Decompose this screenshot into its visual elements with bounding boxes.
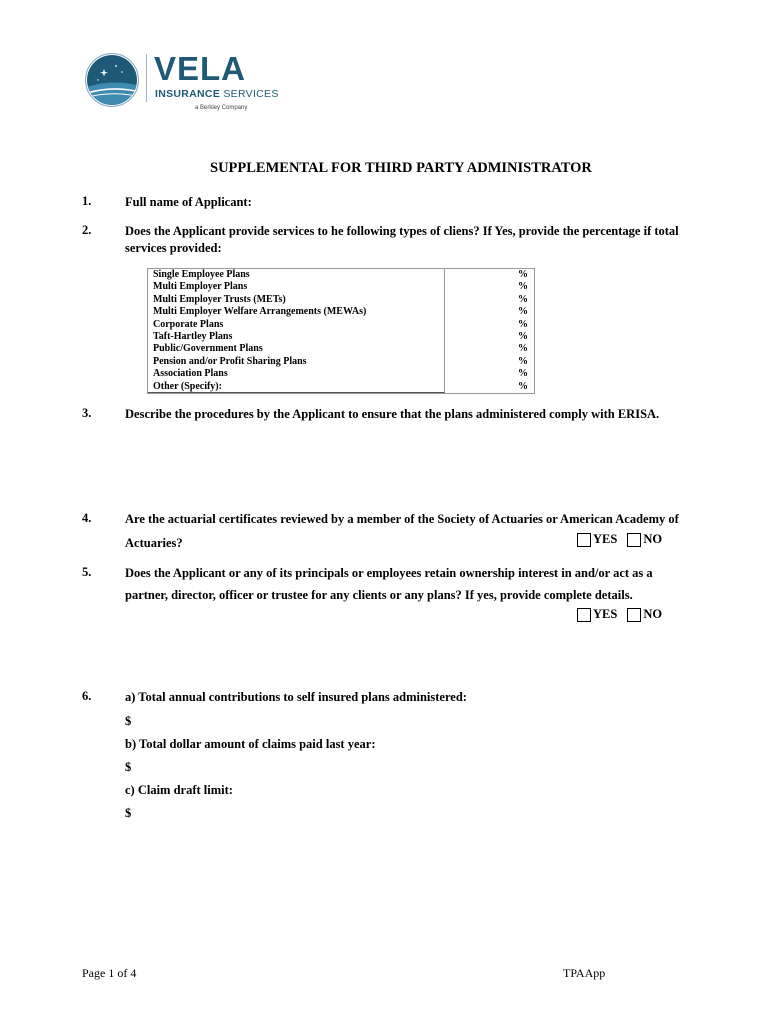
question-number-1: 1. — [82, 194, 92, 208]
table-row — [148, 368, 534, 380]
question-number-3: 3. — [82, 406, 92, 420]
plan-percent-field[interactable]: % — [518, 293, 528, 305]
plan-percent-field[interactable]: % — [518, 330, 528, 342]
no-label: NO — [643, 532, 663, 546]
page-title: SUPPLEMENTAL FOR THIRD PARTY ADMINISTRATOR — [210, 160, 592, 176]
no-checkbox[interactable] — [627, 608, 641, 622]
plan-name: Multi Employer Plans — [148, 281, 445, 293]
question-4-line-2: Actuaries? — [125, 536, 183, 550]
table-row — [148, 269, 534, 281]
question-number-4: 4. — [82, 511, 92, 525]
table-row — [148, 294, 534, 306]
table-row — [148, 381, 534, 393]
table-row — [148, 281, 534, 293]
question-number-2: 2. — [82, 223, 92, 237]
plan-name-other-field[interactable]: Other (Specify): — [148, 381, 445, 393]
question-6a-dollar-field[interactable]: $ — [125, 714, 132, 728]
question-6c-text: c) Claim draft limit: — [125, 783, 233, 797]
question-6c-dollar-field[interactable]: $ — [125, 806, 132, 820]
logo-subtitle: INSURANCE SERVICES — [155, 88, 279, 100]
plan-percent-field[interactable]: % — [518, 318, 528, 330]
yes-label: YES — [593, 607, 618, 621]
table-row — [148, 356, 534, 368]
question-number-5: 5. — [82, 565, 92, 579]
plan-percent-field[interactable]: % — [518, 380, 528, 392]
yes-checkbox[interactable] — [577, 608, 591, 622]
no-checkbox[interactable] — [627, 533, 641, 547]
question-3-text: Describe the procedures by the Applicant to ensure that the plans administered comply with ERISA. — [125, 407, 660, 421]
form-code: TPAApp — [563, 966, 606, 980]
table-row — [148, 306, 534, 318]
plan-name: Multi Employer Trusts (METs) — [148, 294, 445, 306]
yes-checkbox[interactable] — [577, 533, 591, 547]
question-4-yes-no — [577, 532, 662, 547]
plan-percent-field[interactable]: % — [518, 269, 528, 280]
no-label: NO — [643, 607, 663, 621]
plan-name: Single Employee Plans — [148, 269, 445, 281]
question-number-6: 6. — [82, 689, 92, 703]
logo-tagline: a Berkley Company — [195, 105, 248, 111]
plan-percent-field[interactable]: % — [518, 343, 528, 355]
logo-divider — [146, 54, 147, 102]
question-5-line-2: partner, director, officer or trustee for any clients or any plans? If yes, provide complete details. — [125, 588, 633, 602]
table-row — [148, 343, 534, 355]
page-number: Page 1 of 4 — [82, 966, 137, 980]
question-4-line-1: Are the actuarial certificates reviewed by a member of the Society of Actuaries or American Academy of — [125, 512, 679, 526]
plan-percent-field[interactable]: % — [518, 281, 528, 293]
plan-name: Public/Government Plans — [148, 343, 445, 355]
table-row — [148, 331, 534, 343]
yes-label: YES — [593, 532, 618, 546]
plan-name: Multi Employer Welfare Arrangements (MEWAs) — [148, 306, 445, 318]
plan-percent-field[interactable]: % — [518, 355, 528, 367]
table-row — [148, 319, 534, 331]
question-1-text: Full name of Applicant: — [125, 195, 252, 209]
question-6a-text: a) Total annual contributions to self insured plans administered: — [125, 690, 467, 704]
plan-name: Pension and/or Profit Sharing Plans — [148, 356, 445, 368]
logo-wordmark: VELA — [154, 50, 247, 87]
question-2-text: Does the Applicant provide services to he following types of cliens? If Yes, provide the percentage if total services provided: — [125, 224, 679, 255]
company-logo — [84, 50, 284, 120]
question-6b-text: b) Total dollar amount of claims paid last year: — [125, 737, 376, 751]
plan-percent-field[interactable]: % — [518, 306, 528, 318]
plan-percent-field[interactable]: % — [518, 368, 528, 380]
question-5-yes-no — [577, 607, 662, 622]
plan-name: Corporate Plans — [148, 319, 445, 331]
plan-name: Association Plans — [148, 368, 445, 380]
plan-types-table — [147, 268, 535, 394]
question-5-line-1: Does the Applicant or any of its principals or employees retain ownership interest in and/or act as a — [125, 566, 653, 580]
question-6b-dollar-field[interactable]: $ — [125, 760, 132, 774]
plan-name: Taft-Hartley Plans — [148, 331, 445, 343]
globe-logo-icon — [84, 52, 140, 108]
